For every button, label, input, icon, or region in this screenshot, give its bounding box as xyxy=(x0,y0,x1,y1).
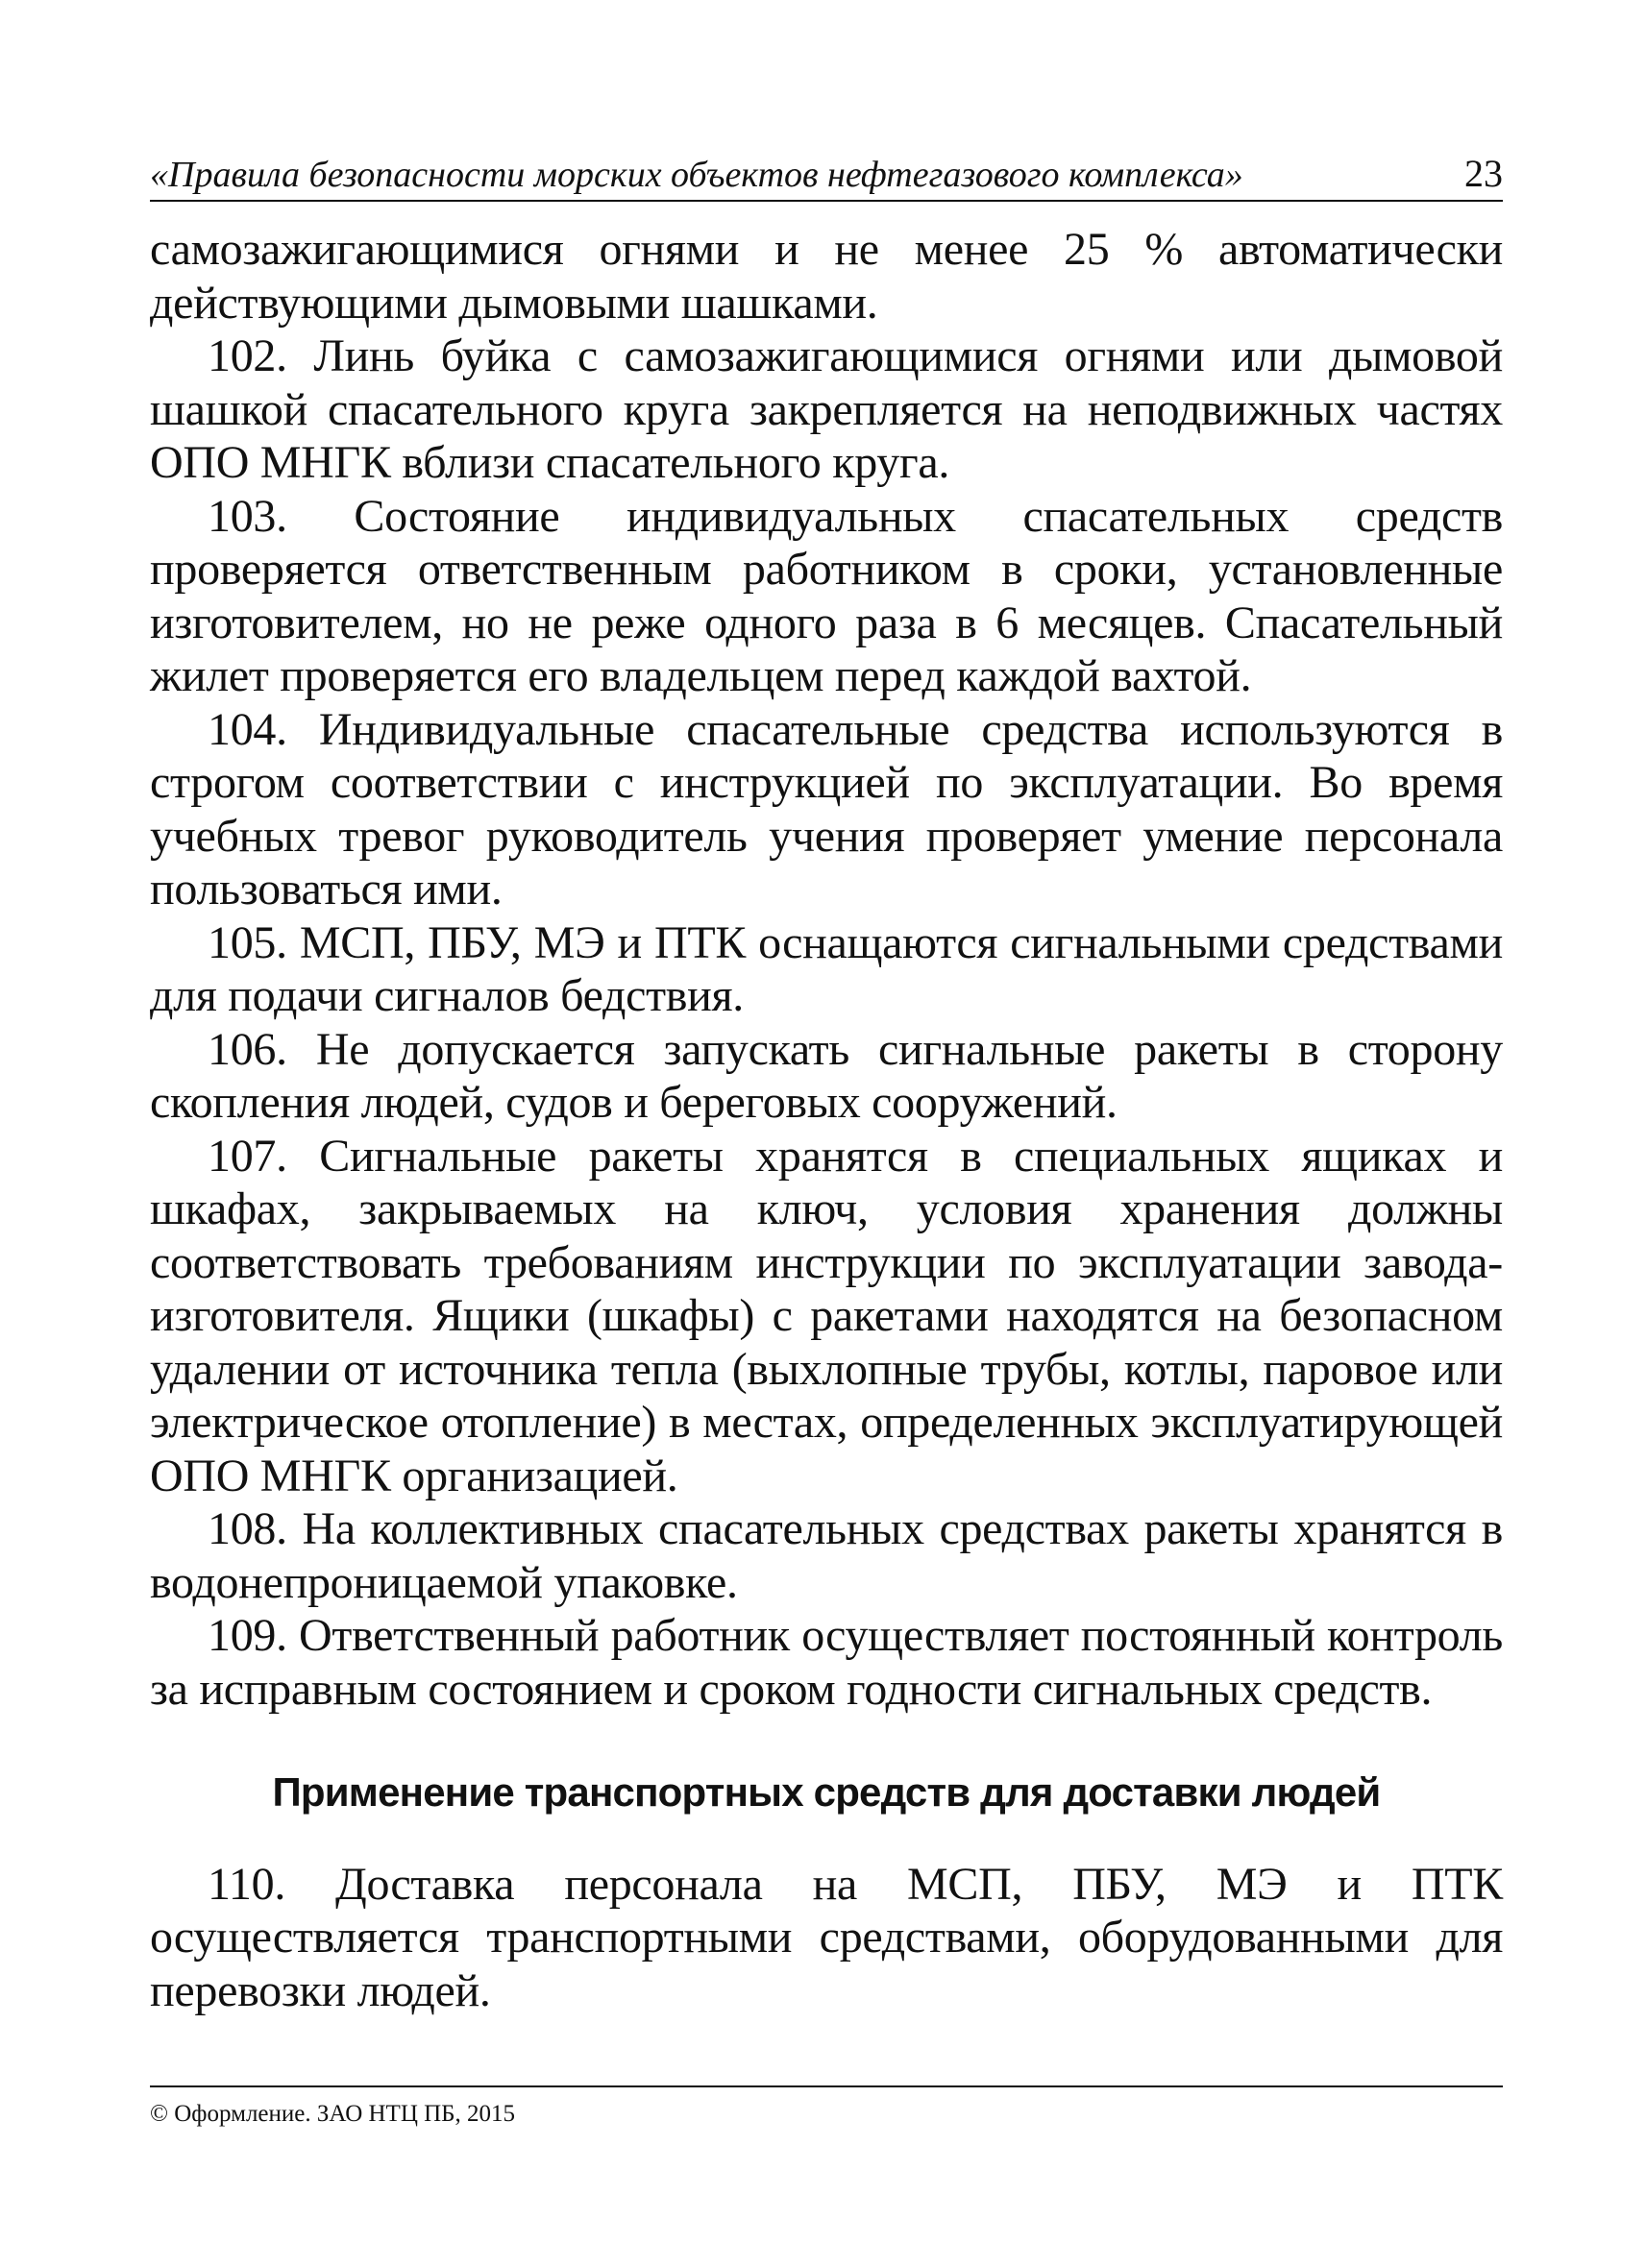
paragraph-105: 105. МСП, ПБУ, МЭ и ПТК оснащаются сигнальными средствами для подачи сигналов бедствия. xyxy=(150,916,1503,1021)
page-footer xyxy=(150,2085,1503,2128)
running-title: «Правила безопасности морских объектов нефтегазового комплекса» xyxy=(150,155,1243,195)
document-body xyxy=(150,223,1503,2017)
copyright-notice: © Оформление. ЗАО НТЦ ПБ, 2015 xyxy=(150,2101,516,2127)
paragraph-103: 103. Состояние индивидуальных спасательных средств проверяется ответственным работником в сроки, установленные изготовителем, но не реже одного раза в 6 месяцев. Спасательный жилет проверяется его владельцем перед каждой вахтой. xyxy=(150,490,1503,701)
paragraph-continuation: самозажигающимися огнями и не менее 25 % автоматически действующими дымовыми шашками. xyxy=(150,224,1503,329)
paragraph-109: 109. Ответственный работник осуществляет постоянный контроль за исправным состоянием и сроком годности сигнальных средств. xyxy=(150,1610,1503,1715)
section-heading: Применение транспортных средств для доставки людей xyxy=(272,1769,1381,1815)
paragraph-107: 107. Сигнальные ракеты хранятся в специальных ящиках и шкафах, закрываемых на ключ, условия хранения должны соответствовать требованиям инструкции по эксплуатации завода-изготовителя. Ящики (шкафы) с ракетами находятся на безопасном удалении от источника тепла (выхлопные трубы, котлы, паровое или электрическое отопление) в местах, определенных эксплуатирующей ОПО МНГК организацией. xyxy=(150,1130,1503,1501)
paragraph-102: 102. Линь буйка с самозажигающимися огнями или дымовой шашкой спасательного круга закрепляется на неподвижных частях ОПО МНГК вблизи спасательного круга. xyxy=(150,330,1503,488)
paragraph-104: 104. Индивидуальные спасательные средства используются в строгом соответствии с инструкцией по эксплуатации. Во время учебных тревог руководитель учения проверяет умение персонала пользоваться ими. xyxy=(150,703,1503,915)
running-header xyxy=(150,144,1503,202)
paragraph-108: 108. На коллективных спасательных средствах ракеты хранятся в водонепроницаемой упаковке. xyxy=(150,1503,1503,1608)
page-number: 23 xyxy=(1464,152,1503,195)
paragraph-110: 110. Доставка персонала на МСП, ПБУ, МЭ и ПТК осуществляется транспортными средствами, оборудованными для перевозки людей. xyxy=(150,1858,1503,2016)
paragraph-106: 106. Не допускается запускать сигнальные ракеты в сторону скопления людей, судов и береговых сооружений. xyxy=(150,1023,1503,1128)
document-page xyxy=(150,144,1503,2017)
